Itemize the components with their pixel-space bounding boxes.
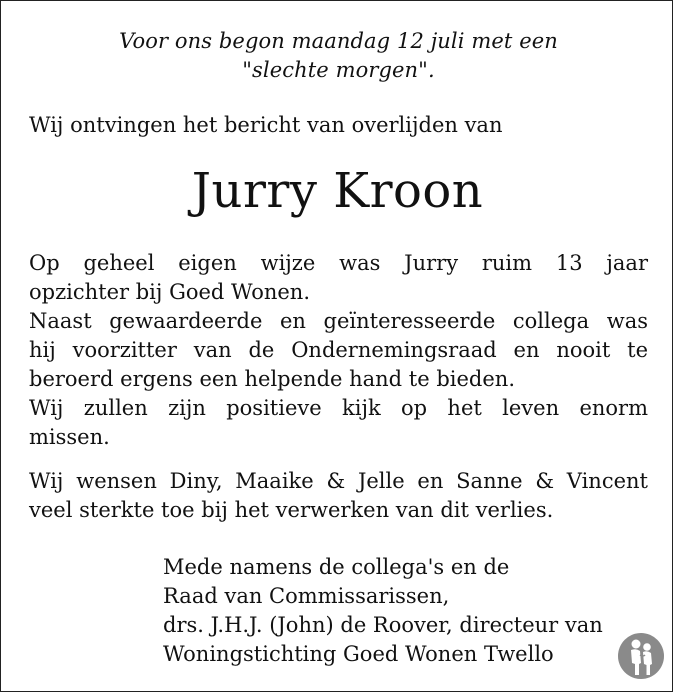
condolence-line: Wij wensen Diny, Maaike & Jelle en Sanne & Vincent <box>29 469 648 493</box>
announcement-lead: Wij ontvingen het bericht van overlijden van <box>29 113 503 137</box>
tribute-line: beroerd ergens een helpende hand te bieden. <box>29 367 516 391</box>
intro-line-2: "slechte morgen". <box>242 58 435 82</box>
deceased-name: Jurry Kroon <box>191 163 484 219</box>
signature-line: Woningstichting Goed Wonen Twello <box>163 642 554 666</box>
signature-line: drs. J.H.J. (John) de Roover, directeur van <box>163 613 603 637</box>
tribute-line: missen. <box>29 425 110 449</box>
intro-quote <box>29 27 648 85</box>
tribute-paragraph <box>29 249 648 452</box>
mourning-figures-icon <box>618 633 664 679</box>
condolence-paragraph <box>29 467 648 525</box>
tribute-line: Op geheel eigen wijze was Jurry ruim 13 jaar <box>29 251 648 275</box>
tribute-line: Wij zullen zijn positieve kijk op het leven enorm <box>29 396 648 420</box>
condolence-line: veel sterkte toe bij het verwerken van dit verlies. <box>29 498 554 522</box>
tribute-line: Naast gewaardeerde en geïnteresseerde collega was <box>29 309 648 333</box>
signature-line: Mede namens de collega's en de <box>163 555 510 579</box>
intro-line-1: Voor ons begon maandag 12 juli met een <box>119 29 558 53</box>
signature-block <box>163 553 603 669</box>
tribute-line: opzichter bij Goed Wonen. <box>29 280 310 304</box>
signature-line: Raad van Commissarissen, <box>163 584 450 608</box>
tribute-line: hij voorzitter van de Ondernemingsraad en nooit te <box>29 338 648 362</box>
